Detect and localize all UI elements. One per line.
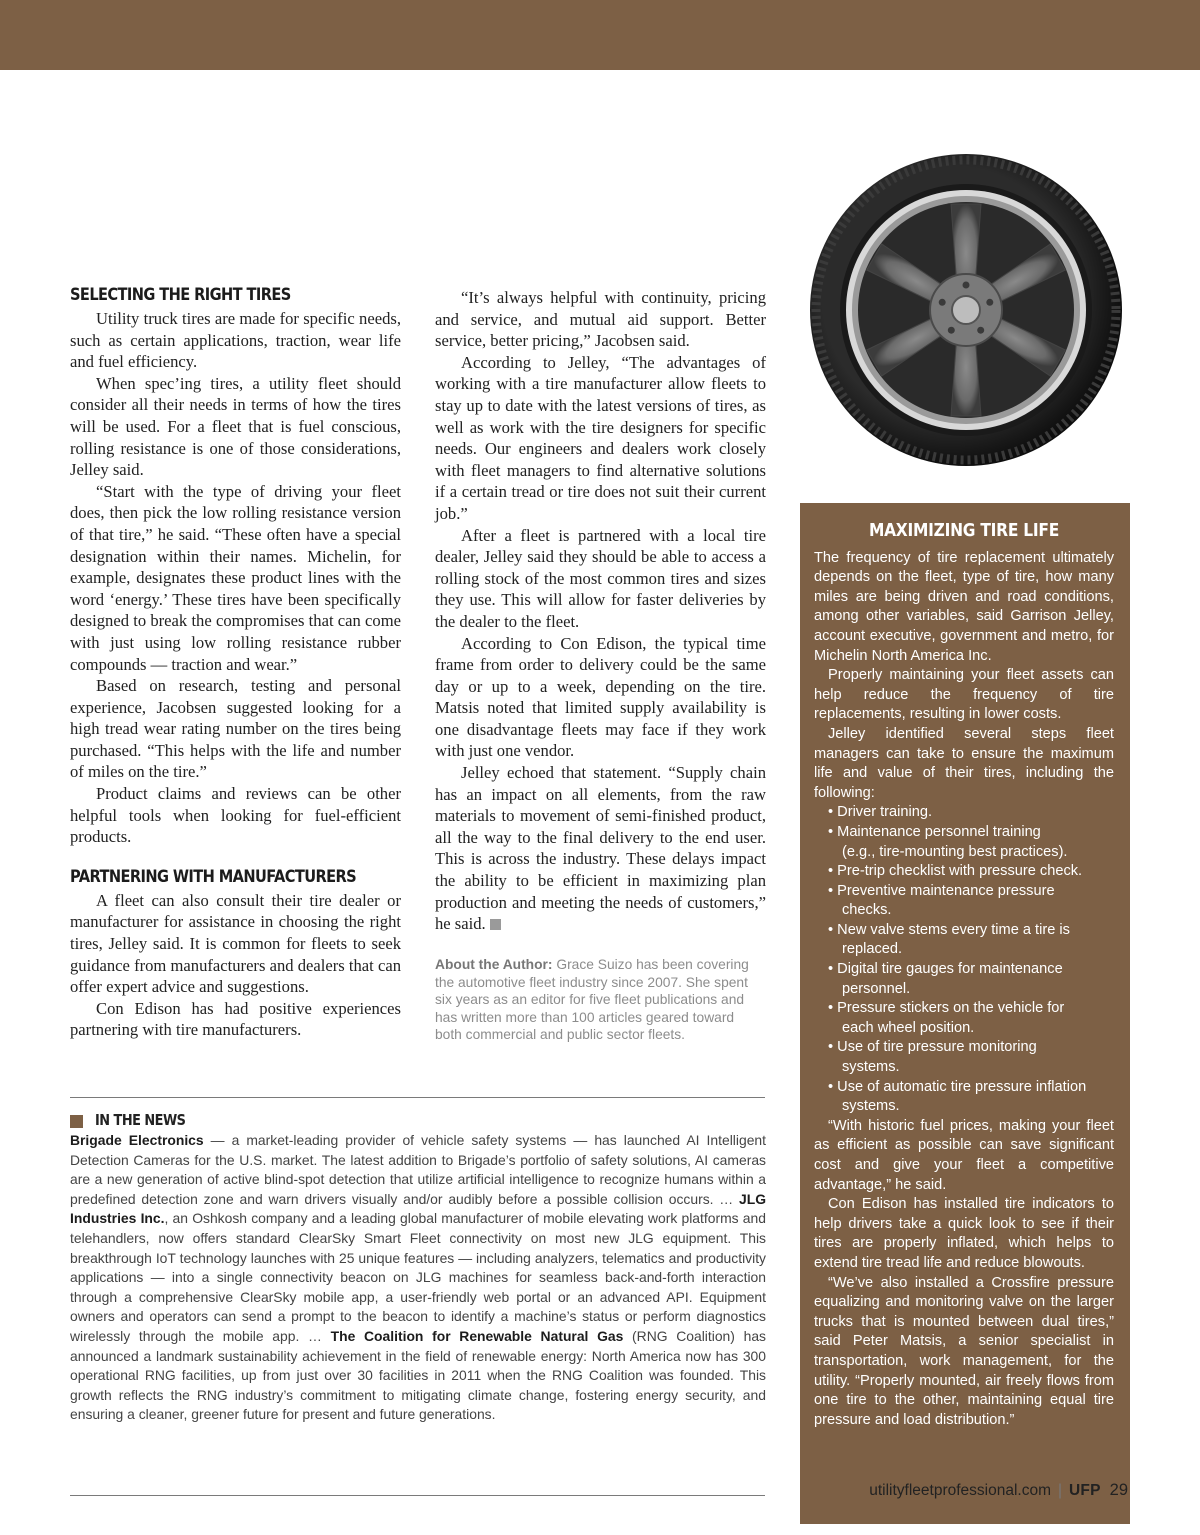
- sidebar-paragraph: Properly maintaining your fleet assets can help reduce the frequency of tire replacements, resulting in lower costs.: [814, 667, 1114, 723]
- sidebar-paragraph: Con Edison has installed tire indicators to help drivers take a quick look to see if their tires are properly inflated, which helps to extend tire tread life and reduce blowouts.: [814, 1196, 1114, 1271]
- news-text: (RNG Coalition) has announced a landmark sustainability achievement in the field of renewable energy: North America now has 300 operational RNG facilities, up from just over 30 facilities in 2011 when the RNG Coalition was founded. This growth reflects the RNG industry’s commitment to mitigating climate change, fostering energy security, and ensuring a cleaner, greener future for present and future generations.: [70, 1327, 766, 1423]
- in-the-news-section: [70, 1111, 766, 1425]
- news-text: — a market-leading provider of vehicle safety systems — has launched AI Intelligent Detection Cameras for the U.S. market. The latest addition to Brigade’s portfolio of safety solutions, AI cameras are a new generation of active blind-spot detection that utilize artificial intelligence to recognize humans within a predefined detection zone and warn drivers visually and/or audibly before a possible collision occurs. …: [70, 1132, 767, 1207]
- sidebar-maximizing-tire-life: [800, 503, 1130, 1524]
- paragraph: Based on research, testing and personal experience, Jacobsen suggested looking for a high tread wear rating number on the tires being purchased. “This helps with the life and number of miles on the tire.”: [70, 676, 401, 782]
- section-heading-selecting-tires: SELECTING THE RIGHT TIRES: [70, 285, 291, 305]
- author-bio: [435, 956, 753, 1044]
- paragraph: After a fleet is partnered with a local tire dealer, Jelley said they should be able to access a rolling stock of the most common tires and sizes they use. This will allow for faster deliveries by the dealer to the fleet.: [435, 525, 766, 631]
- sidebar-paragraph: Jelley identified several steps fleet managers can take to ensure the maximum life and value of their tires, including the following:: [814, 725, 1114, 801]
- tire-wheel-image: [808, 152, 1124, 468]
- divider-top: [70, 1097, 765, 1098]
- header-color-bar: [0, 0, 1200, 70]
- list-item: [828, 960, 1114, 999]
- square-bullet-icon: [70, 1115, 83, 1128]
- paragraph: According to Jelley, “The advantages of working with a tire manufacturer allow fleets to stay up to date with the latest versions of tires, as well as work with the tire designers for specific needs. Our engineers and dealers work closely with fleet managers to find alternative solutions if a certain tread or tire does not suit their current job.”: [435, 352, 766, 523]
- list-item-text: • Use of automatic tire pressure inflation: [828, 1078, 1087, 1095]
- article-column-1: [70, 284, 401, 1041]
- paragraph: When spec’ing tires, a utility fleet should consider all their needs in terms of how the tires will be used. For a fleet that is fuel conscious, rolling resistance is one of those considerations, Jelley said.: [70, 373, 401, 480]
- footer-url: utilityfleetprofessional.com: [869, 1481, 1051, 1499]
- list-item-text-cont: replaced.: [842, 941, 903, 958]
- company-name: Brigade Electronics: [70, 1132, 204, 1148]
- sidebar-paragraph: “With historic fuel prices, making your fleet as efficient as possible can save significant cost and give your fleet a competitive advantage,” he said.: [814, 1117, 1114, 1193]
- article-column-2: [435, 287, 766, 935]
- company-name: JLG Industries Inc.: [70, 1190, 766, 1227]
- news-header: [70, 1111, 766, 1131]
- paragraph: Utility truck tires are made for specific needs, such as certain applications, traction, wear life and fuel efficiency.: [70, 309, 401, 372]
- footer-separator: |: [1058, 1481, 1063, 1499]
- list-item: [828, 1078, 1114, 1117]
- list-item-text-cont: systems.: [842, 1098, 900, 1115]
- list-item-text-cont: each wheel position.: [842, 1019, 975, 1036]
- footer-brand: UFP: [1069, 1481, 1101, 1499]
- divider-bottom: [70, 1495, 765, 1496]
- paragraph-text: Jelley echoed that statement. “Supply chain has an impact on all elements, from the raw materials to movement of semi-finished product, all the way to the final delivery to the end user. This is across the industry. These delays impact the ability to be efficient in maximizing plan production and meeting the needs of customers,” he said.: [435, 763, 766, 934]
- list-item-text: • Preventive maintenance pressure: [828, 882, 1055, 899]
- list-item: [828, 823, 1114, 862]
- list-item-text-cont: systems.: [842, 1059, 900, 1076]
- sidebar-paragraph: “We’ve also installed a Crossfire pressure equalizing and monitoring valve on the larger trucks that is mounted between dual tires,” said Peter Matsis, a senior specialist in transportation, work management, for the utility. “Properly mounted, air freely flows from one tire to the other, maintaining equal tire pressure and load distribution.”: [814, 1274, 1114, 1428]
- list-item-text-cont: personnel.: [842, 980, 911, 997]
- list-item-text: • Driver training.: [828, 804, 933, 821]
- paragraph: Con Edison has had positive experiences partnering with tire manufacturers.: [70, 998, 401, 1040]
- paragraph: Product claims and reviews can be other helpful tools when looking for fuel-efficient products.: [70, 784, 401, 847]
- list-item: [828, 882, 1114, 921]
- section-heading-partnering: PARTNERING WITH MANUFACTURERS: [70, 866, 357, 887]
- list-item-text-cont: checks.: [842, 902, 892, 919]
- company-name: The Coalition for Renewable Natural Gas: [330, 1327, 624, 1344]
- list-item-text: • Pressure stickers on the vehicle for: [828, 1000, 1065, 1017]
- sidebar-title: MAXIMIZING TIRE LIFE: [868, 520, 1060, 541]
- page-footer: [869, 1481, 1128, 1500]
- paragraph-final: [435, 762, 766, 935]
- list-item-text: • Digital tire gauges for maintenance: [828, 961, 1063, 978]
- list-item-text: • Maintenance personnel training: [828, 823, 1041, 840]
- list-item-text-cont: (e.g., tire-mounting best practices).: [842, 843, 1068, 860]
- end-mark-icon: [490, 919, 501, 930]
- list-item: [828, 921, 1114, 960]
- paragraph: “Start with the type of driving your fleet does, then pick the low rolling resistance version of that tire,” he said. “These often have a special designation within their names. Michelin, for example, designates these product lines with the word ‘energy.’ These tires have been specifically designed to break the compromises that can come with just using low rolling resistance rubber compounds — traction and wear.”: [70, 481, 401, 674]
- page-number: 29: [1109, 1481, 1128, 1499]
- sidebar-paragraph: The frequency of tire replacement ultimately depends on the fleet, type of tire, how many miles are being driven and road conditions, among other variables, said Garrison Jelley, account executive, government and metro, for Michelin North America Inc.: [814, 549, 1114, 664]
- list-item: [828, 803, 1114, 823]
- news-text: , an Oshkosh company and a leading global manufacturer of mobile elevating work platforms and telehandlers, now offers standard ClearSky Smart Fleet connectivity on most new JLG equipment. This breakthrough IoT technology launches with 25 unique features — including analyzers, telematics and productivity applications — into a single connectivity beacon on JLG machines for seamless back-and-forth interaction through a comprehensive ClearSky mobile app, a user-friendly web portal or an advanced API. Equipment owners and operators can send a prompt to the beacon to identify a machine’s status or perform diagnostics wirelessly through the mobile app. …: [70, 1210, 766, 1344]
- list-item-text: • New valve stems every time a tire is: [828, 921, 1070, 938]
- list-item: [828, 999, 1114, 1038]
- author-label: About the Author:: [435, 957, 553, 972]
- list-item: [828, 862, 1114, 882]
- paragraph: According to Con Edison, the typical time frame from order to delivery could be the same day or up to a week, depending on the tire. Matsis noted that limited supply availability is one disadvantage fleets may face if they work with just one vendor.: [435, 633, 766, 761]
- news-heading: IN THE NEWS: [95, 1111, 186, 1130]
- sidebar-bullet-list: [814, 803, 1114, 1117]
- news-body: [70, 1131, 766, 1425]
- paragraph: A fleet can also consult their tire dealer or manufacturer for assistance in choosing the right tires, Jelley said. It is common for fleets to seek guidance from manufacturers and dealers that can offer expert advice and suggestions.: [70, 890, 401, 997]
- author-text: Grace Suizo has been covering the automotive fleet industry since 2007. She spent six years as an editor for five fleet publications and has written more than 100 articles geared toward both commercial and public sector fleets.: [435, 957, 749, 1043]
- list-item-text: • Use of tire pressure monitoring: [828, 1039, 1037, 1056]
- list-item-text: • Pre-trip checklist with pressure check.: [828, 863, 1083, 880]
- list-item: [828, 1038, 1114, 1077]
- paragraph: “It’s always helpful with continuity, pricing and service, and mutual aid support. Better service, better pricing,” Jacobsen said.: [435, 288, 766, 351]
